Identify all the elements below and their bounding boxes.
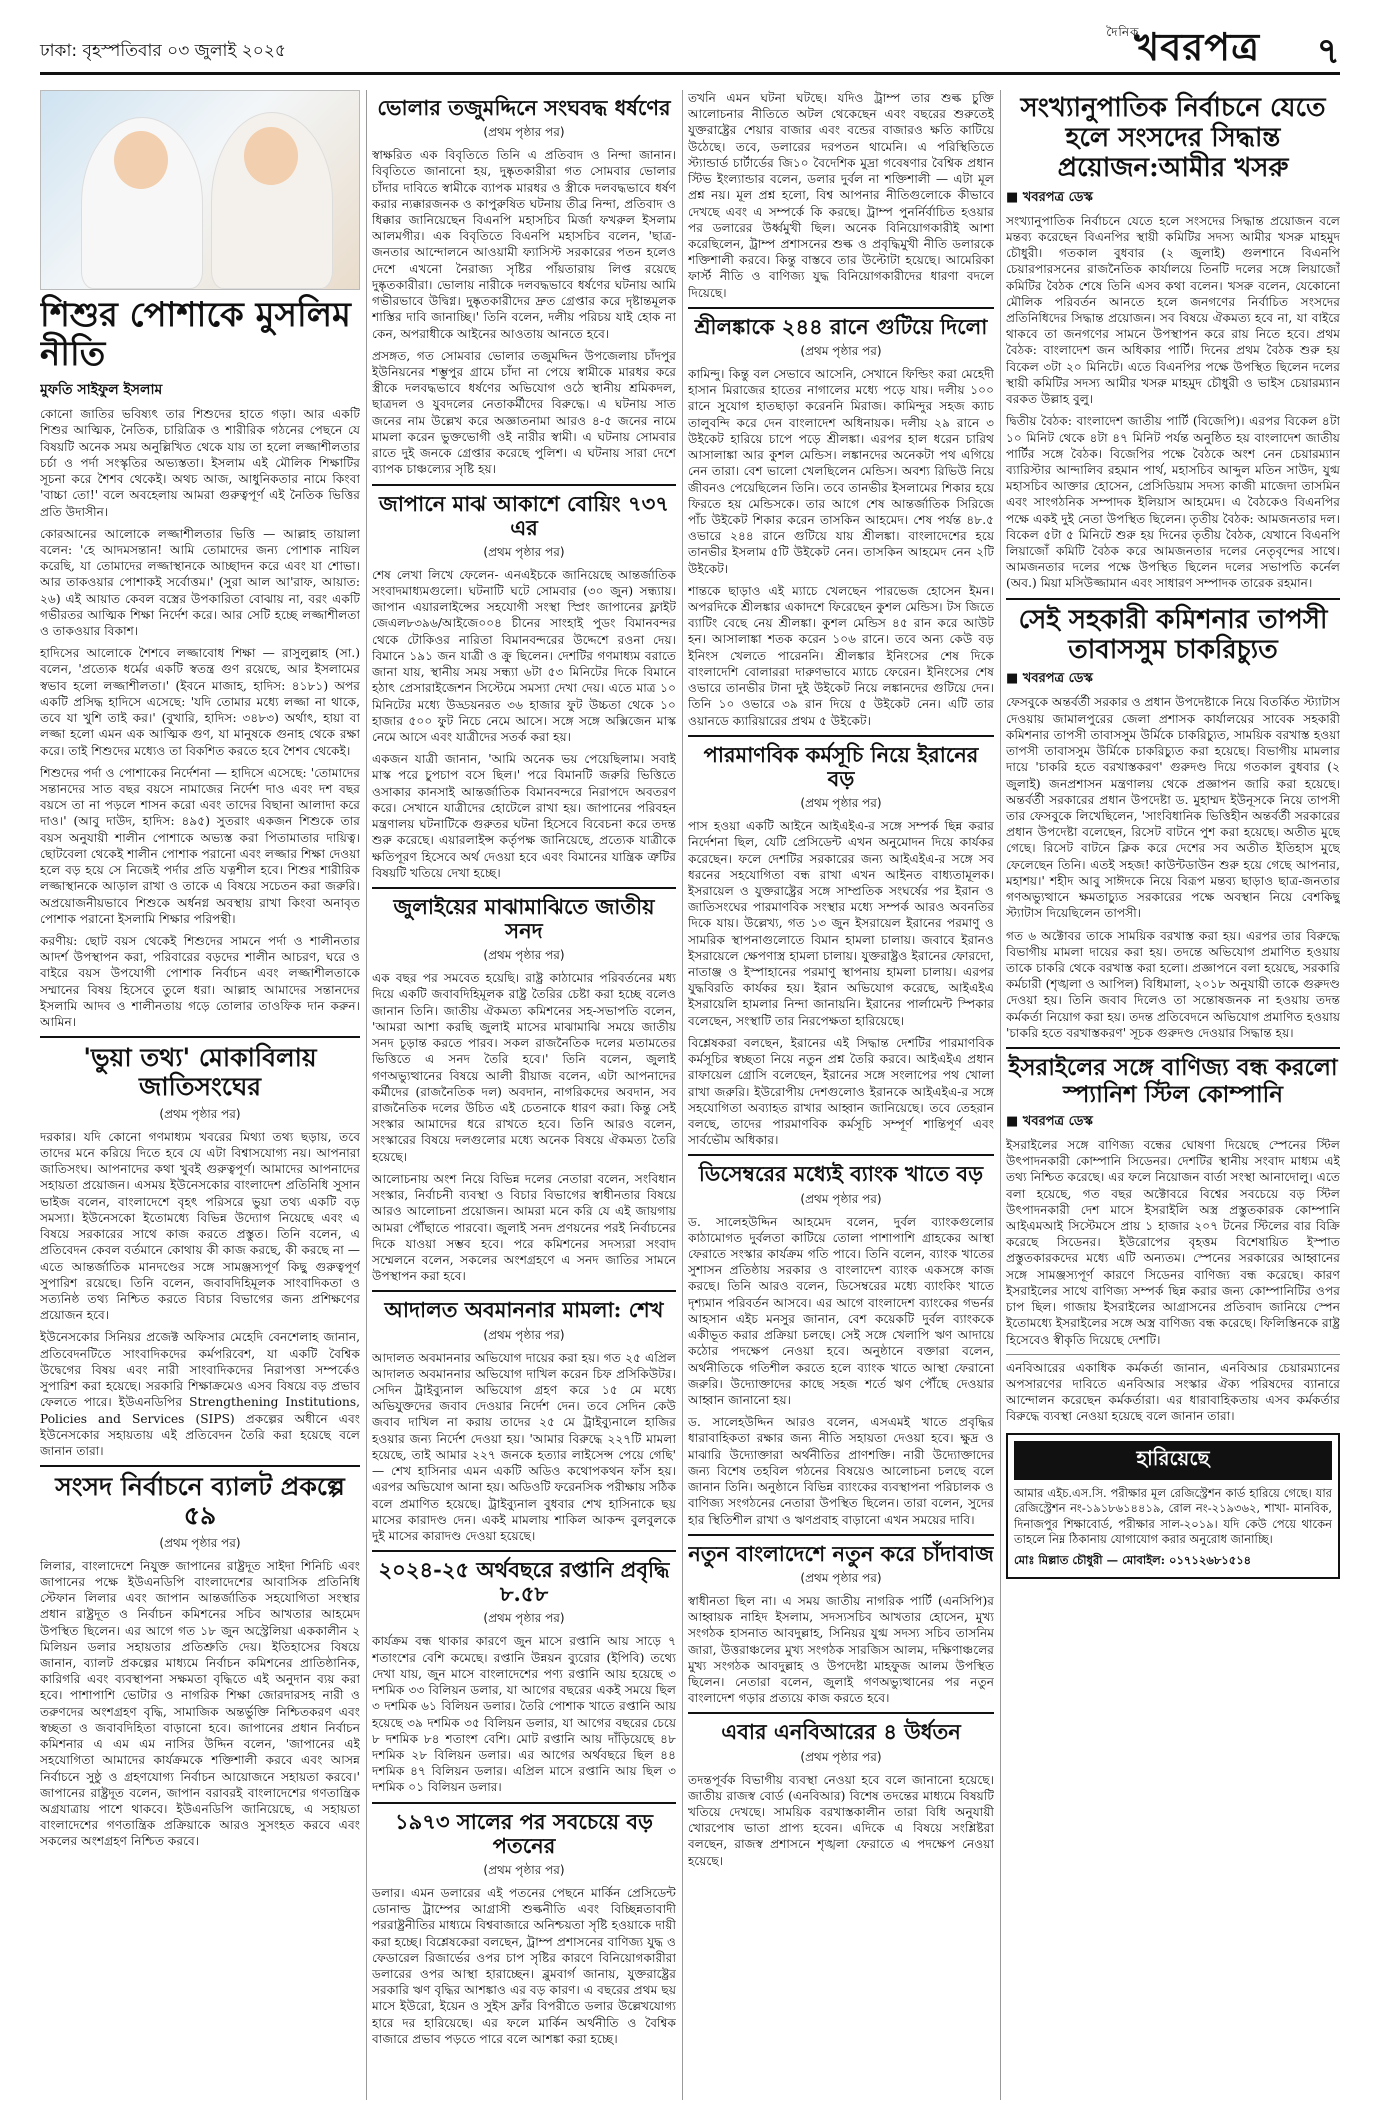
desk-credit: ■ খবরপত্র ডেস্ক	[1006, 189, 1093, 205]
article-paragraph: দরকার। যদি কোনো গণমাধ্যম খবরের মিথ্যা তথ্য ছড়ায়, তবে তাদের মনে করিয়ে দিতে হবে যে এটা বিশ্বাসযোগ্য নয়। আপনারা জাতিসংঘ। আপনাদের কথা খুবই গুরুত্বপূর্ণ। আমাদের আপনাদের সহায়তা প্রয়োজন। এসময় ইউনেসকোর বাংলাদেশ প্রতিনিধি সুসান ভাইজ বলেন, বাংলাদেশে বৃহৎ পরিসরে ভুয়া তথ্য একটি বড় সমস্যা। ইউনেসকো ইতোমধ্যে বিভিন্ন উদ্যোগ নিয়েছে এবং এ বিষয়ে সরকারের সাথে কাজ করতে প্রস্তুত। তিনি বলেন, এ প্রতিবেদন কেবল বর্তমানে কোথায় কী কাজ করছে, কী করছে না — এতে আন্তর্জাতিক মানদণ্ডের সঙ্গে সামঞ্জস্যপূর্ণ কিছু গুরুত্বপূর্ণ সুপারিশ রয়েছে। তিনি বলেন, জবাবদিহিমূলক সাংবাদিকতা ও সত্যনিষ্ঠ তথ্য নিশ্চিত করতে বিচার বিভাগের জন্য প্রশিক্ষণের প্রয়োজন হবে।	[40, 1129, 360, 1323]
article-headline: ভোলার তজুমদ্দিনে সংঘবদ্ধ ধর্ষণের	[377, 95, 671, 120]
divider	[688, 1534, 994, 1536]
lost-notice-title: হারিয়েছে	[1014, 1441, 1332, 1480]
divider	[40, 1465, 360, 1467]
page-number: ৭	[1316, 30, 1340, 72]
column-divider	[1000, 90, 1001, 2100]
continuation-note: (প্রথম পৃষ্ঠার পর)	[159, 1535, 241, 1550]
article-headline: ১৯৭৩ সালের পর সবচেয়ে বড় পতনের	[394, 1808, 654, 1858]
column-divider	[682, 90, 683, 2100]
article-paragraph: ড. সালেহউদ্দিন আরও বলেন, এসএমই খাতে প্রবৃদ্ধির ধারাবাহিকতা রক্ষার জন্য নীতি সহায়তা দেওয়া হবে। ক্ষুদ্র ও মাঝারি উদ্যোক্তারা অর্থনীতির প্রাণশক্তি। নারী উদ্যোক্তাদের জন্য বিশেষ তহবিল গঠনের বিষয়েও আলোচনা চলছে বলে জানান তিনি। অনুষ্ঠানে বিভিন্ন ব্যাংকের ব্যবস্থাপনা পরিচালক ও বাণিজ্য সংগঠনের নেতারা উপস্থিত ছিলেন। তারা বলেন, সুদের হার স্থিতিশীল রাখা ও ঋণপ্রবাহ বাড়ানো এখন সময়ের দাবি।	[688, 1415, 994, 1527]
article-headline: সংসদ নির্বাচনে ব্যালট প্রকল্পে ৫৯	[55, 1472, 345, 1530]
desk-credit: ■ খবরপত্র ডেস্ক	[1006, 671, 1093, 687]
divider	[688, 307, 994, 309]
article-paragraph: শেষ লেখা লিখে ফেলেন- এনএইচকে জানিয়েছে আন্তর্জাতিক সংবাদমাধ্যমগুলো। ঘটনাটি ঘটে সোমবার (৩০ জুন) সন্ধ্যায়। জাপান এয়ারলাইন্সের সহযোগী সংস্থা স্প্রিং জাপানের ফ্লাইট জেএল৮৩৯৬/আইজে০০৪ চীনের সাংহাই পুডং বিমানবন্দর থেকে টোকিওর নারিতা বিমানবন্দরের উদ্দেশে রওনা দেয়। বিমানে ১৯১ জন যাত্রী ও ক্রু ছিলেন। দেশটির গণমাধ্যম বরাতে জানা যায়, স্থানীয় সময় সন্ধ্যা ৬টা ৫৩ মিনিটের দিকে বিমানে হঠাৎ প্রেসারাইজেশন সিস্টেমে সমস্যা দেখা দেয়। এতে মাত্র ১০ মিনিটের মধ্যে উড্ডয়নরত ৩৬ হাজার ফুট উচ্চতা থেকে ১০ হাজার ৫০০ ফুট নিচে নেমে আসে। সঙ্গে সঙ্গে অক্সিজেন মাস্ক নেমে আসে এবং যাত্রীদের সতর্ক করা হয়।	[372, 567, 676, 744]
article-paragraph: এক বছর পর সমবেত হয়েছি। রাষ্ট্র কাঠামোর পরিবর্তনের মধ্য দিয়ে একটি জবাবদিহিমূলক রাষ্ট্র তৈরির চেষ্টা করা হচ্ছে বলেও জানান তিনি। জাতীয় ঐকমত্য কমিশনের সহ-সভাপতি বলেন, 'আমরা আশা করছি জুলাই মাসের মাঝামাঝি সময়ে জাতীয় সনদ চূড়ান্ত করতে পারব। সকল রাজনৈতিক দলের মতামতের ভিত্তিতে এ সনদ তৈরি হবে।' তিনি বলেন, জুলাই গণঅভ্যুত্থানের বিষয়ে আলী রীয়াজ বলেন, এটা আপনাদের কর্মীদের (রাজনৈতিক দল) অবদান, নাগরিকদের অবদান, সব রাজনৈতিক দলের উচিত এই চেতনাকে ধারণ করা। কিন্তু সেই সংস্কার আমাদের ধরে রাখতে হবে। তিনি আরও বলেন, সংস্কারের বিষয়ে দলগুলোর মধ্যে অনেক বিষয়ে ঐকমত্য তৈরি হয়েছে।	[372, 971, 676, 1164]
article-headline: জাপানে মাঝ আকাশে বোয়িং ৭৩৭ এর	[379, 490, 669, 540]
divider	[372, 1550, 676, 1552]
article-paragraph: কার্যক্রম বন্ধ থাকার কারণে জুন মাসে রপ্তানি আয় সাড়ে ৭ শতাংশের বেশি কমেছে। রপ্তানি উন্নয়ন ব্যুরোর (ইপিবি) তথ্যে দেখা যায়, জুন মাসে বাংলাদেশের পণ্য রপ্তানি আয় হয়েছে ৩ দশমিক ৩৩ বিলিয়ন ডলার, যা আগের বছরের একই সময়ে ছিল ৩ দশমিক ৬১ বিলিয়ন ডলার। তৈরি পোশাক খাতে রপ্তানি আয় হয়েছে ৩৯ দশমিক ৩৫ বিলিয়ন ডলার, যা আগের বছরের চেয়ে ৮ দশমিক ৮৪ শতাংশ বেশি। মোট রপ্তানি আয় দাঁড়িয়েছে ৪৮ দশমিক ২৮ বিলিয়ন ডলার। এর আগের অর্থবছরে ছিল ৪৪ দশমিক ৪৭ বিলিয়ন ডলার। এপ্রিল মাসে রপ্তানি আয় ছিল ৩ দশমিক ০১ বিলিয়ন ডলার।	[372, 1634, 676, 1795]
article-paragraph: ইউনেসকোর সিনিয়র প্রজেক্ট অফিসার মেহেদি বেনশেলাহ জানান, প্রতিবেদনটিতে সাংবাদিকদের কর্মপরিবেশ, যা একটি বৈশ্বিক উদ্বেগের বিষয় এবং নারী সাংবাদিকদের নিরাপত্তা সম্পর্কেও সুপারিশ করা হয়েছে। সরকারি শিক্ষাক্রমেও এসব বিষয়ে বড় প্রভাব ফেলতে পারে। ইউএনডিপির Strengthening Institutions, Policies and Services (SIPS) প্রকল্পের অধীনে এবং ইউনেসকোর সহায়তায় এই প্রতিবেদন তৈরি করা হয়েছে বলে জানান তারা।	[40, 1330, 360, 1458]
article-paragraph: শান্তকে ছাড়াও এই ম্যাচে খেলছেন পারভেজ হোসেন ইমন। অপরদিকে শ্রীলঙ্কার একাদশে ফিরেছেন কুশল মেন্ডিস। টস জিতে ব্যাটিং বেছে নেয় শ্রীলঙ্কা। কুশল মেন্ডিস ৪৫ রান করে আউট হন। আসালাঙ্কা শতক করেন ১০৬ রানে। তবে অন্য কেউ বড় ইনিংস খেলতে পারেননি। শ্রীলঙ্কার ইনিংসের শেষ দিকে বাংলাদেশি বোলাররা দারুণভাবে ম্যাচে ফেরেন। ইনিংসের শেষ ওভারে তানভীর টানা দুই উইকেট নিয়ে লঙ্কানদের গুটিয়ে দেন। তিনি ১০ ওভারে ৩৯ রান দিয়ে ৫ উইকেট নেন। এটি তার ওয়ানডে ক্যারিয়ারের প্রথম ৫ উইকেট।	[688, 583, 994, 728]
article-paragraph: কোরআনের আলোকে লজ্জাশীলতার ভিত্তি — আল্লাহ তায়ালা বলেন: 'হে আদমসন্তান! আমি তোমাদের জন্য পোশাক নাযিল করেছি, যা তোমাদের লজ্জাস্থানকে আচ্ছাদন করে এবং যা শোভা। আর তাকওয়ার পোশাকই সর্বোত্তম।' (সুরা আল আ'রাফ, আয়াত: ২৬) এই আয়াত কেবল বস্ত্রের উপকারিতা বোঝায় না, বরং একটি গভীরতর আত্মিক শিক্ষা নির্দেশ করে। আর সেটি হচ্ছে লজ্জাশীলতা ও তাকওয়ার বিকাশ।	[40, 526, 360, 639]
article-paragraph: ড. সালেহউদ্দিন আহমেদ বলেন, দুর্বল ব্যাংকগুলোর কাঠামোগত দুর্বলতা কাটিয়ে তোলা পাশাপাশি গ্রাহকের আস্থা ফেরাতে সংস্কার কার্যক্রম গতি পাবে। তিনি বলেন, ব্যাংক খাতের সুশাসন প্রতিষ্ঠায় সরকার ও বাংলাদেশ ব্যাংক একসঙ্গে কাজ করছে। তিনি আরও বলেন, ডিসেম্বরের মধ্যে ব্যাংকিং খাতে দৃশ্যমান পরিবর্তন আসবে। এর আগে বাংলাদেশ ব্যাংকের গভর্নর আহসান এইচ মনসুর জানান, বেশ কয়েকটি দুর্বল ব্যাংককে একীভূত করার প্রক্রিয়া চলছে। সেই সঙ্গে খেলাপি ঋণ আদায়ে কঠোর পদক্ষেপ নেওয়া হবে। অনুষ্ঠানে বক্তারা বলেন, অর্থনীতিকে গতিশীল করতে হলে ব্যাংক খাতে আস্থা ফেরানো জরুরি। উদ্যোক্তাদের কাছে সহজ শর্তে ঋণ পৌঁছে দেওয়ার আহ্বান জানানো হয়।	[688, 1214, 994, 1407]
divider	[40, 1036, 360, 1038]
article-paragraph: ডলার। এমন ডলারের এই পতনের পেছনে মার্কিন প্রেসিডেন্ট ডোনাল্ড ট্রাম্পের আগ্রাসী শুল্কনীতি এবং বিচ্ছিন্নতাবাদী পররাষ্ট্রনীতির মাধ্যমে বিশ্ববাজারে অনিশ্চয়তা সৃষ্টি হওয়াকে দায়ী করা হচ্ছে। বিশ্লেষকেরা বলছেন, ট্রাম্প প্রশাসনের বাণিজ্য যুদ্ধ ও ফেডারেল রিজার্ভের ওপর চাপ সৃষ্টির কারণে বিনিয়োগকারীরা ডলারের ওপর আস্থা হারাচ্ছেন। ব্লুমবার্গ জানায়, যুক্তরাষ্ট্রের সরকারি ঋণ বৃদ্ধির আশঙ্কাও এর বড় কারণ। এ বছরের প্রথম ছয় মাসে ইউরো, ইয়েন ও সুইস ফ্রাঁর বিপরীতে ডলার উল্লেখযোগ্য হারে দর হারিয়েছে। এর ফলে মার্কিন অর্থনীতি ও বৈশ্বিক বাজারে প্রভাব পড়তে পারে বলে আশঙ্কা করা হচ্ছে।	[372, 1885, 676, 2046]
child-face	[114, 131, 168, 189]
article-headline: পারমাণবিক কর্মসূচি নিয়ে ইরানের বড়	[703, 741, 979, 791]
article-paragraph: বিশ্লেষকরা বলছেন, ইরানের এই সিদ্ধান্ত দেশটির পারমাণবিক কর্মসূচির স্বচ্ছতা নিয়ে নতুন প্রশ্ন তৈরি করবে। আইএইএ প্রধান রাফায়েল গ্রোসি বলেছেন, ইরানের সঙ্গে সংলাপের পথ খোলা রাখা জরুরি। ইউরোপীয় দেশগুলোও ইরানকে আইএইএ-র সঙ্গে সহযোগিতা অব্যাহত রাখার আহ্বান জানিয়েছে। তবে তেহরান বলছে, তাদের পারমাণবিক কর্মসূচি সম্পূর্ণ শান্তিপূর্ণ এবং সার্বভৌম অধিকার।	[688, 1035, 994, 1148]
article-paragraph: এনবিআরের একাধিক কর্মকর্তা জানান, এনবিআর চেয়ারম্যানের অপসারণের দাবিতে এনবিআর সংস্কার ঐক্য পরিষদের ব্যানারে আন্দোলন করেছেন কর্মকর্তারা। এর ধারাবাহিকতায় এসব কর্মকর্তার বিরুদ্ধে ব্যবস্থা নেওয়া হয়েছে বলে জানান তারা।	[1006, 1360, 1340, 1424]
article-paragraph: তদন্তপূর্বক বিভাগীয় ব্যবস্থা নেওয়া হবে বলে জানানো হয়েছে। জাতীয় রাজস্ব বোর্ড (এনবিআর) বিশেষ তদন্তের মাধ্যমে বিষয়টি খতিয়ে দেখছে। সাময়িক বরখাস্তকালীন তারা বিধি অনুযায়ী খোরপোষ ভাতা প্রাপ্য হবেন। এদিকে এ বিষয়ে সংশ্লিষ্টরা বলছেন, রাজস্ব প্রশাসনে শৃঙ্খলা ফেরাতে এ পদক্ষেপ নেওয়া হয়েছে।	[688, 1772, 994, 1868]
article-photo	[40, 90, 360, 290]
article-headline: জুলাইয়ের মাঝামাঝিতে জাতীয় সনদ	[393, 893, 655, 944]
lost-notice-body: আমার এইচ.এস.সি. পরীক্ষার মূল রেজিস্ট্রেশন কার্ড হারিয়ে গেছে। যার রেজিস্ট্রেশন নং-১৯১৮৬১৪৪১৯, রোল নং-২১৯৩৬২, শাখা- মানবিক, দিনাজপুর শিক্ষাবোর্ড, পরীক্ষার সাল-২০১৯। যদি কেউ পেয়ে থাকেন তাহলে নিম্ন ঠিকানায় যোগাযোগ করার অনুরোধ জানাচ্ছি।	[1014, 1485, 1332, 1547]
column-2	[372, 90, 676, 2100]
divider	[688, 1154, 994, 1156]
continuation-note: (প্রথম পৃষ্ঠার পর)	[800, 1749, 882, 1764]
continuation-note: (প্রথম পৃষ্ঠার পর)	[159, 1106, 241, 1121]
article-paragraph: গত ৬ অক্টোবর তাকে সাময়িক বরখাস্ত করা হয়। এরপর তার বিরুদ্ধে বিভাগীয় মামলা দায়ের করা হয়। তদন্তে অভিযোগ প্রমাণিত হওয়ায় তাকে চাকরি থেকে বরখাস্ত করা হলো। প্রজ্ঞাপনে বলা হয়েছে, সরকারি কর্মচারী (শৃঙ্খলা ও আপিল) বিধিমালা, ২০১৮ অনুযায়ী তাকে গুরুদণ্ড দেওয়া হয়। তিনি জবাব দিলেও তা সন্তোষজনক না হওয়ায় তদন্ত কর্মকর্তা নিয়োগ করা হয়। তদন্ত প্রতিবেদনে অভিযোগ প্রমাণিত হওয়ায় 'চাকরি হতে বরখাস্তকরণ' সূচক গুরুদণ্ড দেওয়ার সিদ্ধান্ত হয়।	[1006, 928, 1340, 1040]
article-paragraph: করণীয়: ছোট বয়স থেকেই শিশুদের সামনে পর্দা ও শালীনতার আদর্শ উপস্থাপন করা, পরিবারের বড়দের শালীন আচরণ, ঘরে ও বাইরে বয়স উপযোগী পোশাক নির্বাচন এবং লজ্জাশীলতাকে সম্মানের বিষয় হিসেবে তুলে ধরা। আল্লাহ আমাদের সন্তানদের ইসলামি আদব ও শালীনতায় গড়ে তোলার তাওফিক দান করুন। আমিন।	[40, 933, 360, 1030]
column-4	[1006, 90, 1340, 2100]
column-divider	[366, 90, 367, 2100]
article-paragraph: স্বাক্ষরিত এক বিবৃতিতে তিনি এ প্রতিবাদ ও নিন্দা জানান। বিবৃতিতে জানানো হয়, দুষ্কৃতকারীরা গত সোমবার ভোলার চাঁদার দাবিতে স্বামীকে ব্যাপক মারধর ও স্ত্রীকে দলবদ্ধভাবে ধর্ষণ করার ন্যক্কারজনক ও কাপুরুষিত ঘটনায় তীব্র নিন্দা, প্রতিবাদ ও ধিক্কার জানিয়েছেন বিএনপি মহাসচিব মির্জা ফখরুল ইসলাম আলমগীর। এক বিবৃতিতে বিএনপি মহাসচিব বলেন, 'ছাত্র-জনতার আন্দোলনে আওয়ামী ফ্যাসিস্ট সরকারের পতন হলেও দেশে এখনো নৈরাজ্য সৃষ্টির পাঁয়তারায় লিপ্ত রয়েছে দুষ্কৃতকারীরা। ভোলায় নারীকে দলবদ্ধভাবে ধর্ষণের ঘটনায় আমি গভীরভাবে উদ্বিগ্ন। দুষ্কৃতকারীদের দ্রুত গ্রেপ্তার করে দৃষ্টান্তমূলক শাস্তির দাবি জানাচ্ছি।' তিনি বলেন, দলীয় পরিচয় যাই হোক না কেন, অপরাধীকে আইনের আওতায় আনতে হবে।	[372, 148, 676, 341]
article-paragraph: সংখ্যানুপাতিক নির্বাচনে যেতে হলে সংসদের সিদ্ধান্ত প্রয়োজন বলে মন্তব্য করেছেন বিএনপির স্থায়ী কমিটির সদস্য আমীর খসরু মাহমুদ চৌধুরী। গতকাল বুধবার (২ জুলাই) গুলশানে বিএনপি চেয়ারপারসনের রাজনৈতিক কার্যালয়ে তিনটি দলের সঙ্গে লিয়াজোঁ কমিটির বৈঠক শেষে তিনি এসব কথা বলেন। খসরু বলেন, যেকোনো মৌলিক পরিবর্তন আনতে হলে জনগণের নির্বাচিত সংসদের প্রতিনিধিদের সিদ্ধান্ত প্রয়োজন। সব বিষয়ে ঐকমত্য হবে না, যা বাইরে থাকবে তা জনগণের সামনে উপস্থাপন করে রায় নিতে হবে। প্রথম বৈঠক: বাংলাদেশ জন অধিকার পার্টি। দিনের প্রথম বৈঠক শুরু হয় বিকেল ৩টা ২০ মিনিটে। এতে বিএনপির পক্ষে উপস্থিত ছিলেন দলের স্থায়ী কমিটির সদস্য আমীর খসরু মাহমুদ চৌধুরী ও ভাইস চেয়ারম্যান বরকত উল্লাহ বুলু।	[1006, 213, 1340, 407]
article-paragraph: স্বাধীনতা ছিল না। এ সময় জাতীয় নাগরিক পার্টি (এনসিপি)র আহ্বায়ক নাহিদ ইসলাম, সদস্যসচিব আখতার হোসেন, মুখ্য সংগঠক হাসনাত আবদুল্লাহ, সিনিয়র যুগ্ম সদস্য সচিব তাসনিম জারা, উত্তরাঞ্চলের মুখ্য সংগঠক সারজিস আলম, দক্ষিণাঞ্চলের মুখ্য সংগঠক আবদুল্লাহ ও উপদেষ্টা মাহফুজ আলম উপস্থিত ছিলেন। নেতারা বলেন, জুলাই গণঅভ্যুত্থানের পর নতুন বাংলাদেশ গড়ার প্রত্যয়ে কাজ করতে হবে।	[688, 1593, 994, 1706]
desk-credit: ■ খবরপত্র ডেস্ক	[1006, 1113, 1093, 1129]
article-headline: এবার এনবিআরের ৪ উর্ধতন	[721, 1719, 961, 1745]
article-author: মুফতি সাইফুল ইসলাম	[40, 382, 163, 399]
article-paragraph: ফেসবুকে অন্তর্বর্তী সরকার ও প্রধান উপদেষ্টাকে নিয়ে বিতর্কিত স্ট্যাটাস দেওয়ায় জামালপুরের জেলা প্রশাসক কার্যালয়ের সাবেক সহকারী কমিশনার তাপসী তাবাসসুম উর্মিকে চাকরিচ্যুত, সাময়িক বরখাস্ত হওয়া তাপসী তাবাসসুম উর্মিকে চাকরিচ্যুত করা হয়েছে। বিভাগীয় মামলার দায়ে 'চাকরি হতে বরখাস্তকরণ' গুরুদণ্ড দিয়ে গতকাল বুধবার (২ জুলাই) জনপ্রশাসন মন্ত্রণালয় থেকে প্রজ্ঞাপন জারি করা হয়েছে। অন্তর্বর্তী সরকারের প্রধান উপদেষ্টা ড. মুহাম্মদ ইউনূসকে নিয়ে তাপসী তার ফেসবুকে লিখেছিলেন, 'সাংবিধানিক ভিত্তিহীন অন্তর্বর্তী সরকারের প্রধান উপদেষ্টা বলেছেন, রিসেট বাটনে পুশ করা হয়েছে। অতীত মুছে গেছে। রিসেট বাটনে ক্লিক করে দেশের সব অতীত ইতিহাস মুছে ফেলেছেন তিনি। এতই সহজ! কাউন্টডাউন শুরু হয়ে গেছে আপনার, মহাশয়।' শহীদ আবু সাঈদকে নিয়ে বিরূপ মন্তব্য ছাড়াও ছাত্র-জনতার গণঅভ্যুত্থানে ক্ষমতাচ্যুত সরকারের পক্ষে অবস্থান নিয়ে বেশকিছু স্ট্যাটাস দিয়েছিলেন তাপসী।	[1006, 695, 1340, 921]
article-paragraph: হাদিসের আলোকে শৈশবে লজ্জাবোধ শিক্ষা — রাসুলুল্লাহ (সা.) বলেন, 'প্রত্যেক ধর্মের একটি স্বতন্ত্র গুণ রয়েছে, আর ইসলামের স্বভাব হলো লজ্জাশীলতা।' (ইবনে মাজাহ, হাদিস: ৪১৮১) অপর একটি প্রসিদ্ধ হাদিসে এসেছে: 'যদি তোমার মধ্যে লজ্জা না থাকে, তবে যা খুশি তাই কর।' (বুখারি, হাদিস: ৩৪৮৩) অর্থাৎ, হায়া বা লজ্জা হলো এমন এক আত্মিক গুণ, যা মানুষকে গুনাহ থেকে রক্ষা করে। তাই শিশুদের মধ্যেও তা বিকশিত করতে হবে শৈশব থেকেই।	[40, 646, 360, 758]
date-line: ঢাকা: বৃহস্পতিবার ০৩ জুলাই ২০২৫	[40, 41, 286, 61]
page-header	[40, 18, 1340, 75]
masthead-name: খবরপত্র	[1134, 24, 1260, 69]
column-1	[40, 90, 360, 2100]
continuation-note: (প্রথম পৃষ্ঠার পর)	[800, 343, 882, 358]
article-headline: ইসরাইলের সঙ্গে বাণিজ্য বন্ধ করলো স্প্যানিশ স্টিল কোম্পানি	[1008, 1054, 1338, 1108]
article-headline: সেই সহকারী কমিশনার তাপসী তাবাসসুম চাকরিচ্যুত	[1018, 604, 1328, 665]
continuation-note: (প্রথম পৃষ্ঠার পর)	[483, 948, 565, 963]
article-headline: ২০২৪-২৫ অর্থবছরে রপ্তানি প্রবৃদ্ধি ৮.৫৮	[378, 1557, 670, 1607]
article-headline: সংখ্যানুপাতিক নির্বাচনে যেতে হলে সংসদের সিদ্ধান্ত প্রয়োজন:আমীর খসরু	[1020, 93, 1326, 183]
article-paragraph: কোনো জাতির ভবিষ্যৎ তার শিশুদের হাতে গড়া। আর একটি শিশুর আত্মিক, নৈতিক, চারিত্রিক ও শারীরিক গঠনের পেছনে যে বিষয়টি অনেক সময় অনুল্লিখিত থেকে যায় তা হলো লজ্জাশীলতার চর্চা ও পর্দা সংস্কৃতির অভ্যস্ততা। ইসলাম এই মৌলিক শিক্ষাটির সূচনা করে শৈশব থেকেই। অথচ আজ, আধুনিকতার নামে কিংবা 'বাচ্চা তো!' বলে অবহেলায় আমরা গুরুত্বপূর্ণ এই নৈতিক ভিত্তির প্রতি উদাসীন।	[40, 407, 360, 519]
article-paragraph: একজন যাত্রী জানান, 'আমি অনেক ভয় পেয়েছিলাম। সবাই মাস্ক পরে চুপচাপ বসে ছিল।' পরে বিমানটি জরুরি ভিত্তিতে ওসাকার কানসাই আন্তর্জাতিক বিমানবন্দরে নিরাপদে অবতরণ করে। সেখানে যাত্রীদের হোটেলে রাখা হয়। জাপানের পরিবহন মন্ত্রণালয় ঘটনাটিকে গুরুতর ঘটনা হিসেবে বিবেচনা করে তদন্ত শুরু করেছে। এয়ারলাইন্স কর্তৃপক্ষ জানিয়েছে, প্রত্যেক যাত্রীকে ক্ষতিপূরণ হিসেবে অর্থ দেওয়া হবে এবং বিমানের যান্ত্রিক ত্রুটির বিষয়টি খতিয়ে দেখা হচ্ছে।	[372, 752, 676, 880]
divider	[372, 887, 676, 889]
article-headline: 'ভুয়া তথ্য' মোকাবিলায় জাতিসংঘের	[83, 1043, 317, 1102]
article-paragraph: কামিন্দু। কিন্তু বল সেভাবে আসেনি, সেখানে ফিল্ডিং করা মেহেদী হাসান মিরাজের হাতের নাগালের মধ্যে পড়ে যায়। দলীয় ১০০ রানে সুযোগ হাতছাড়া করেননি মিরাজ। কামিন্দুর সহজ ক্যাচ তালুবন্দি করে দেন বাংলাদেশ অধিনায়ক। দলীয় ২৯ রানে ৩ উইকেট হারিয়ে চাপে পড়ে শ্রীলঙ্কা। এরপর হাল ধরেন চারিথ আসালাঙ্কা আর কুশল মেন্ডিস। লঙ্কানদের অনেকটা পথ এগিয়ে নেন তারা। বেশ ভালো খেলছিলেন মেন্ডিস। অবশ্য রিভিউ নিয়ে জীবনও পেয়েছিলেন তিনি। তবে তানভীর ইসলামের শিকার হয়ে ফিরতে হয় মেন্ডিসকে। তার আগে শেষ আন্তর্জাতিক সিরিজে পাঁচ উইকেট শিকার করেন তাসকিন আহমেদ। শেষ পর্যন্ত ৪৮.৫ ওভারে ২৪৪ রানে গুটিয়ে যায় শ্রীলঙ্কা। বাংলাদেশের হয়ে তানভীর ইসলাম ৫টি উইকেট নেন। তাসকিন আহমেদ নেন ২টি উইকেট।	[688, 366, 994, 576]
article-paragraph: দ্বিতীয় বৈঠক: বাংলাদেশ জাতীয় পার্টি (বিজেপি)। এরপর বিকেল ৪টা ১০ মিনিট থেকে ৪টা ৪৭ মিনিট পর্যন্ত অনুষ্ঠিত হয় বাংলাদেশ জাতীয় পার্টির সঙ্গে বৈঠক। বিজেপির পক্ষে বৈঠকে অংশ নেন চেয়ারম্যান ব্যারিস্টার আন্দালিব রহমান পার্থ, মহাসচিব আব্দুল মতিন সাউদ, যুগ্ম মহাসচিব আক্তার হোসেন, প্রেসিডিয়াম সদস্য কাজী মাজেদা তাসমিন এবং সাংগঠনিক সম্পাদক ইলিয়াস আহমেদ। এ বৈঠকেও বিএনপির পক্ষে একই দুই নেতা উপস্থিত ছিলেন। তৃতীয় বৈঠক: আমজনতার দল। বিকেল ৫টা ৫ মিনিটে শুরু হয় দিনের তৃতীয় বৈঠক, যেখানে বিএনপি লিয়াজোঁ কমিটি বৈঠক করে আমজনতার দলের নেতৃবৃন্দের সাথে। আমজনতার দলের পক্ষে উপস্থিত ছিলেন দলের সভাপতি কর্নেল (অব.) মিয়া মসিউজ্জামান এবং সাধারণ সম্পাদক তারেক রহমান।	[1006, 414, 1340, 591]
article-paragraph: তখনি এমন ঘটনা ঘটছে। যদিও ট্রাম্প তার শুল্ক চুক্তি আলোচনার নীতিতে অটল থেকেছেন এবং বছরের শুরুতেই যুক্তরাষ্ট্রের শেয়ার বাজার এবং বন্ডের বাজারও ক্ষতি কাটিয়ে উঠেছে। তবে, ডলারের দরপতন থামেনি। এ পরিস্থিতিতে স্ট্যান্ডার্ড চার্টার্ডের জি১০ বৈদেশিক মুদ্রা গবেষণার বৈশ্বিক প্রধান স্টিভ ইংল্যান্ডার বলেন, ডলার দুর্বল না শক্তিশালী — এটা মূল প্রশ্ন নয়। মূল প্রশ্ন হলো, বিশ্ব আপনার নীতিগুলোকে কীভাবে দেখছে এবং এ সম্পর্কে কি করছে। ট্রাম্প পুনর্নির্বাচিত হওয়ার পর ডলারের উর্ধ্বমুখী ছিল। অনেক বিনিয়োগকারীই আশা করেছিলেন, ট্রাম্প প্রশাসনের শুল্ক ও প্রবৃদ্ধিমুখী নীতি ডলারকে শক্তিশালী করবে। কিন্তু বাস্তবে তার উল্টোটা হয়েছে। আমেরিকা ফার্স্ট নীতি ও বাণিজ্য যুদ্ধ বিনিয়োগকারীদের ধারণা বদলে দিয়েছে।	[688, 91, 994, 300]
article-headline: ডিসেম্বরের মধ্যেই ব্যাংক খাতে বড়	[698, 1161, 984, 1187]
divider	[372, 484, 676, 486]
continuation-note: (প্রথম পৃষ্ঠার পর)	[800, 1191, 882, 1206]
masthead-tag: দৈনিক	[1106, 25, 1140, 39]
article-paragraph: আলোচনায় অংশ নিয়ে বিভিন্ন দলের নেতারা বলেন, সংবিধান সংস্কার, নির্বাচনী ব্যবস্থা ও বিচার বিভাগের স্বাধীনতার বিষয়ে আরও আলোচনা প্রয়োজন। আমরা মনে করি যে এই জায়গায় আমরা পৌঁছাতে পারবো। জুলাই সনদ প্রণয়নের পরই নির্বাচনের দিকে যাওয়া সম্ভব হবে। পরে কমিশনের সদস্যরা সংবাদ সম্মেলনে বলেন, সকলের অংশগ্রহণে এ সনদ জাতির সামনে উপস্থাপন করা হবে।	[372, 1171, 676, 1284]
lost-notice	[1006, 1433, 1340, 1579]
article-headline: শ্রীলঙ্কাকে ২৪৪ রানে গুটিয়ে দিলো	[694, 313, 988, 339]
continuation-note: (প্রথম পৃষ্ঠার পর)	[483, 1611, 565, 1626]
article-paragraph: শিশুদের পর্দা ও পোশাকের নির্দেশনা — হাদিসে এসেছে: 'তোমাদের সন্তানদের সাত বছর বয়সে নামাজের নির্দেশ দাও এবং দশ বছর বয়সে তা না পড়লে শাসন করো এবং তাদের বিছানা আলাদা করে দাও।' (আবু দাউদ, হাদিস: ৪৯৫) সুতরাং একজন শিশুকে তার বয়স অনুযায়ী শালীন পোশাকে অভ্যস্ত করা পিতামাতার দায়িত্ব। ছোটবেলা থেকেই শালীন পোশাক পরানো এবং লজ্জার শিক্ষা দেওয়া হলে বড় হয়ে সে নিজেই পর্দার প্রতি যত্নশীল হবে। শিশুর শারীরিক লজ্জাস্থানকে আড়াল রাখা ও তাকে এ বিষয়ে সচেতন করা জরুরি। অপ্রয়োজনীয়ভাবে শিশুকে অর্ধনগ্ন অবস্থায় রাখা কিংবা অনাবৃত পোশাক পরানো ইসলামি শিক্ষার পরিপন্থী।	[40, 765, 360, 926]
continuation-note: (প্রথম পৃষ্ঠার পর)	[483, 125, 565, 140]
divider	[1006, 1047, 1340, 1049]
article-headline: আদালত অবমাননার মামলা: শেখ	[384, 1297, 664, 1323]
masthead	[1106, 18, 1260, 82]
continuation-note: (প্রথম পৃষ্ঠার পর)	[800, 796, 882, 811]
divider	[372, 1290, 676, 1292]
divider	[1006, 598, 1340, 600]
article-paragraph: পাস হওয়া একটি আইনে আইএইএ-র সঙ্গে সম্পর্ক ছিন্ন করার নির্দেশনা ছিল, যেটি প্রেসিডেন্ট এখন অনুমোদন দিয়ে কার্যকর করেছেন। ফলে দেশটির সরকারের জন্য আইএইএ-র সঙ্গে সব ধরনের সহযোগিতা বন্ধ রাখা এখন আইনত বাধ্যতামূলক। ইসরায়েল ও যুক্তরাষ্ট্রের সঙ্গে সাম্প্রতিক সংঘর্ষের পর ইরান ও জাতিসংঘের পারমাণবিক সংস্থার মধ্যে সম্পর্ক আরও অবনতির দিকে যায়। উল্লেখ্য, গত ১৩ জুন ইসরায়েল ইরানের পরমাণু ও সামরিক স্থাপনাগুলোতে বিমান হামলা চালায়। জবাবে ইরানও ইসরায়েলে ক্ষেপণাস্ত্র হামলা চালায়। যুক্তরাষ্ট্রও ইরানের ফোরদো, নাতাঞ্জ ও ইস্পাহানের পরমাণু স্থাপনায় হামলা চালায়। এরপর যুদ্ধবিরতি কার্যকর হয়। ইরান অভিযোগ করেছে, আইএইএ ইসরায়েলি হামলার নিন্দা জানায়নি। ইরানের পার্লামেন্ট স্পিকার বলেছেন, সংস্থাটি তার নিরপেক্ষতা হারিয়েছে।	[688, 819, 994, 1028]
lost-notice-signature: মোঃ মিল্লাত চৌধুরী — মোবাইল: ০১৭১২৬৮১৫১৪	[1014, 1552, 1252, 1567]
column-3	[688, 90, 994, 2100]
divider	[688, 1712, 994, 1714]
article-paragraph: ইসরাইলের সঙ্গে বাণিজ্য বন্ধের ঘোষণা দিয়েছে স্পেনের স্টিল উৎপাদনকারী কোম্পানি সিডেনর। দেশটির স্থানীয় সংবাদ মাধ্যম এই তথ্য নিশ্চিত করেছে। এর ফলে নিয়োজন বার্তা সংস্থা আনাদোলু। এতে বলা হয়েছে, গত বছর অক্টোবরে বিশ্বের সবচেয়ে বড় স্টিল উৎপাদনকারী দেশ মাসে ইসরাইলি অস্ত্র প্রস্তুতকারক কোম্পানি আইএমআই সিস্টেমসে প্রায় ১ হাজার ২০৭ টনের স্টিলের বার বিক্রি করেছে সিডেনর। ইউরোপের বৃহত্তম বিশেষায়িত ইস্পাত প্রস্তুতকারকদের মধ্যে এটি অন্যতম। স্পেনের সরকারের আহ্বানের সঙ্গে সামঞ্জস্যপূর্ণ কারণে সিডেনর বাণিজ্য বন্ধ করেছে। কারণ ইসরাইলের সাথে বাণিজ্য সম্পর্ক ছিন্ন করার জন্য কোম্পানিটির ওপর চাপ ছিল। গাজায় ইসরাইলের আগ্রাসনের প্রতিবাদ জানিয়ে স্পেন ইতোমধ্যে ইসরাইলের সঙ্গে অস্ত্র বাণিজ্য বন্ধ করেছে। ফিলিস্তিনকে রাষ্ট্র হিসেবেও স্বীকৃতি দিয়েছে দেশটি।	[1006, 1137, 1340, 1347]
continuation-note: (প্রথম পৃষ্ঠার পর)	[800, 1570, 882, 1585]
divider	[1006, 1354, 1340, 1355]
article-paragraph: প্রসঙ্গত, গত সোমবার ভোলার তজুমদ্দিন উপজেলায় চাঁদপুর ইউনিয়নের শম্ভুপুর গ্রামে চাঁদা না পেয়ে স্বামীকে মারধর করে স্ত্রীকে দলবদ্ধভাবে ধর্ষণের অভিযোগ ওঠে স্থানীয় শ্রমিকদল, ছাত্রদল ও যুবদলের নেতাকর্মীদের বিরুদ্ধে। এ ঘটনায় সাত জনের নাম উল্লেখ করে অজ্ঞাতনামা আরও ৪-৫ জনের নামে মামলা করেন ভুক্তভোগী ওই নারীর স্বামী। এ ঘটনায় সোমবার রাতে দুই জনকে গ্রেপ্তার করেছে পুলিশ। এ ঘটনায় সারা দেশে ব্যাপক চাঞ্চল্যের সৃষ্টি হয়।	[372, 348, 676, 477]
article-headline: নতুন বাংলাদেশে নতুন করে চাঁদাবাজ	[688, 1540, 994, 1566]
continuation-note: (প্রথম পৃষ্ঠার পর)	[483, 1862, 565, 1877]
child-face	[244, 127, 298, 185]
continuation-note: (প্রথম পৃষ্ঠার পর)	[483, 1327, 565, 1342]
divider	[372, 1802, 676, 1804]
continuation-note: (প্রথম পৃষ্ঠার পর)	[483, 544, 565, 559]
article-paragraph: লিলার, বাংলাদেশে নিযুক্ত জাপানের রাষ্ট্রদূত সাইদা শিনিচি এবং জাপানের পক্ষে ইউএনডিপি বাংলাদেশের আবাসিক প্রতিনিধি স্টেফান লিলার এবং জাপান আন্তর্জাতিক সহযোগিতা সংস্থার প্রধান রাষ্ট্রদূত ও নির্বাচন কমিশনের সচিব আখতার আহমেদ উপস্থিত ছিলেন। এর আগে গত ১৮ জুন অস্ট্রেলিয়া এককালীন ২ মিলিয়ন ডলার সহায়তার প্রতিশ্রুতি দেয়। ইতিহাসের বিষয়ে জানান, ব্যালট প্রকল্পের মাধ্যমে নির্বাচন কমিশনের প্রাতিষ্ঠানিক, কারিগরি এবং ব্যবস্থাপনা সক্ষমতা বৃদ্ধিতে এই অনুদান ব্যয় করা হবে। পাশাপাশি ভোটার ও নাগরিক শিক্ষা জোরদারসহ নারী ও তরুণদের অংশগ্রহণ বৃদ্ধি, সামাজিক অন্তর্ভুক্তি নিশ্চিতকরণ এবং স্বচ্ছতা ও জবাবদিহিতা বাড়ানো হবে। জাপানের প্রধান নির্বাচন কমিশনার এ এম এম নাসির উদ্দিন বলেন, 'জাপানের এই সহযোগিতা আমাদের কার্যক্রমকে শক্তিশালী করবে এবং আসন্ন নির্বাচনে সুষ্ঠু ও গ্রহণযোগ্য নির্বাচন আয়োজনে সহায়তা করবে।' জাপানের রাষ্ট্রদূত বলেন, জাপান বরাবরই বাংলাদেশের গণতান্ত্রিক অগ্রযাত্রায় পাশে থাকবে। ইউএনডিপি জানিয়েছে, এ সহায়তা বাংলাদেশের গণতান্ত্রিক প্রক্রিয়াকে আরও সুসংহত করবে এবং সকলের অংশগ্রহণ নিশ্চিত করবে।	[40, 1558, 360, 1849]
article-headline: শিশুর পোশাকে মুসলিম নীতি	[40, 295, 351, 375]
article-paragraph: আদালত অবমাননার অভিযোগ দায়ের করা হয়। গত ২৫ এপ্রিল আদালত অবমাননার অভিযোগ দাখিল করেন চিফ প্রসিকিউটর। সেদিন ট্রাইব্যুনাল অভিযোগ গ্রহণ করে ১৫ মে মধ্যে অভিযুক্তদের জবাব দেওয়ার নির্দেশ দেন। তবে সেদিন কেউ জবাব দাখিল না করায় তাদের ২৫ মে ট্রাইব্যুনালে হাজির হওয়ার জন্য নির্দেশ দেওয়া হয়। 'আমার বিরুদ্ধে ২২৭টি মামলা হয়েছে, তাই আমার ২২৭ জনকে হত্যার লাইসেন্স পেয়ে গেছি' — শেখ হাসিনার এমন একটি অডিও কথোপকথন ফাঁস হয়। এরপর অভিযোগ আনা হয়। অডিওটি ফরেনসিক পরীক্ষায় সঠিক বলে প্রমাণিত হয়েছে। ট্রাইব্যুনাল বুধবার শেখ হাসিনাকে ছয় মাসের কারাদণ্ড দেন। একই মামলায় শাকিল আকন্দ বুলবুলকে দুই মাসের কারাদণ্ড দেওয়া হয়েছে।	[372, 1350, 676, 1543]
divider	[688, 735, 994, 737]
